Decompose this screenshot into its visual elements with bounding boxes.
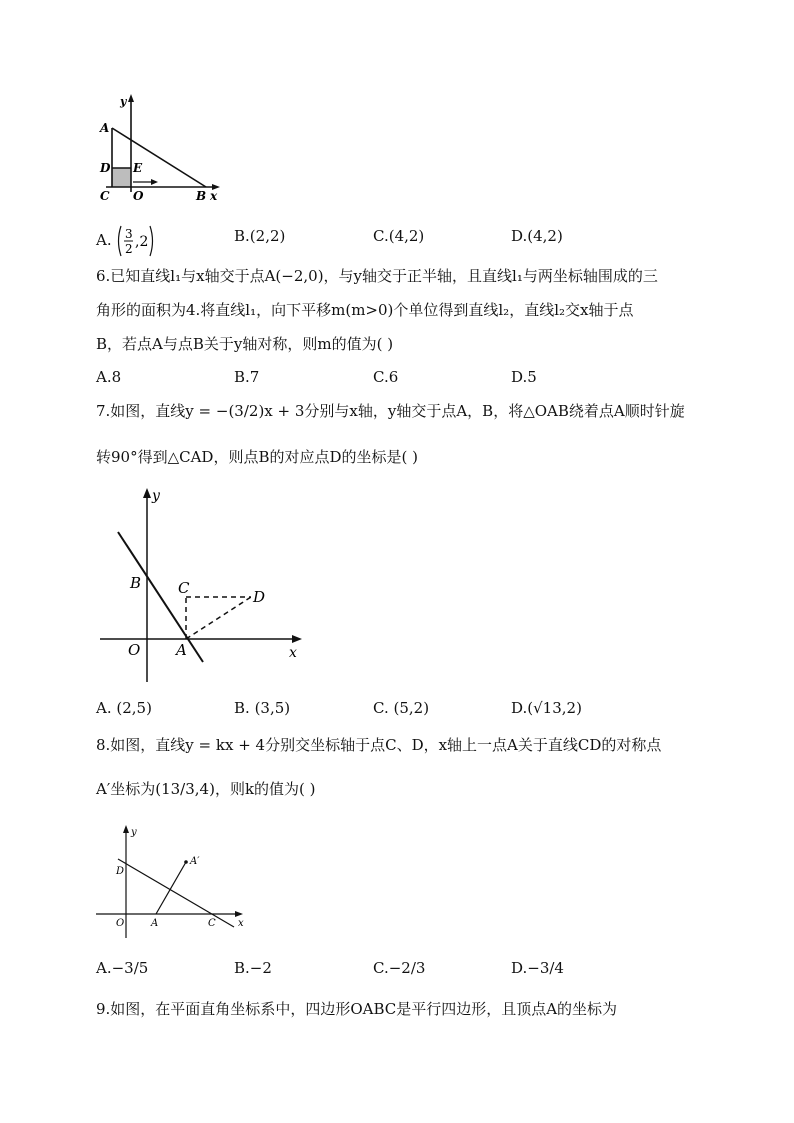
figure-q5 xyxy=(98,92,228,204)
q8-option-d[interactable]: D.−3/4 xyxy=(511,959,564,977)
label-y: y xyxy=(120,95,127,108)
q7-line2: 转90°得到△CAD，则点B的对应点D的坐标是( ) xyxy=(96,448,418,466)
label-A: A xyxy=(176,641,187,659)
label-x: x xyxy=(289,645,297,661)
label-A: A xyxy=(151,918,159,929)
q9-line1: 9.如图，在平面直角坐标系中，四边形OABC是平行四边形，且顶点A的坐标为 xyxy=(96,1000,618,1018)
q7-option-a[interactable]: A. (2,5) xyxy=(96,699,152,717)
label-y: y xyxy=(131,827,137,838)
q8-option-c[interactable]: C.−2/3 xyxy=(373,959,426,977)
label-O: O xyxy=(116,918,125,929)
label-y: y xyxy=(152,488,160,504)
q5-option-c[interactable]: C.(4,2) xyxy=(373,227,425,245)
label-E: E xyxy=(133,161,143,175)
q7-line1: 7.如图，直线y = −(3/2)x + 3分别与x轴，y轴交于点A，B，将△OAB绕着点A顺时针旋 xyxy=(96,402,685,420)
q6-option-a[interactable]: A.8 xyxy=(96,368,122,386)
q8-option-b[interactable]: B.−2 xyxy=(234,959,272,977)
q5-option-a[interactable]: A. 3 2 ,2 xyxy=(96,224,156,258)
svg-text:,2: ,2 xyxy=(135,234,149,250)
label-A: A xyxy=(100,121,110,135)
label-C: C xyxy=(208,918,216,929)
label-D: D xyxy=(116,866,125,877)
q7-option-b[interactable]: B. (3,5) xyxy=(234,699,291,717)
q8-line2: A′坐标为(13/3,4)，则k的值为( ) xyxy=(96,780,316,798)
q6-line2: 角形的面积为4.将直线l₁，向下平移m(m>0)个单位得到直线l₂，直线l₂交x轴于点 xyxy=(96,301,634,319)
q7-option-d[interactable]: D.(√13,2) xyxy=(511,699,582,717)
label-x: x xyxy=(238,918,244,929)
svg-text:2: 2 xyxy=(125,242,134,256)
shaded-rectangle xyxy=(112,168,131,187)
label-C: C xyxy=(178,579,190,597)
label-A-prime: A′ xyxy=(190,856,200,867)
q8-option-a[interactable]: A.−3/5 xyxy=(96,959,149,977)
q6-line3: B，若点A与点B关于y轴对称，则m的值为( ) xyxy=(96,335,394,353)
figure-q8 xyxy=(94,822,250,942)
q6-option-d[interactable]: D.5 xyxy=(511,368,537,386)
q5-option-d[interactable]: D.(4,2) xyxy=(511,227,563,245)
q5-option-b[interactable]: B.(2,2) xyxy=(234,227,286,245)
label-D: D xyxy=(253,588,266,606)
q8-line1: 8.如图，直线y = kx + 4分别交坐标轴于点C、D，x轴上一点A关于直线CD的对称点 xyxy=(96,736,662,754)
q7-option-c[interactable]: C. (5,2) xyxy=(373,699,430,717)
label-B: B xyxy=(196,189,207,203)
label-C: C xyxy=(100,189,110,203)
label-x: x xyxy=(210,189,218,203)
figure-q7 xyxy=(96,484,312,686)
q6-line1: 6.已知直线l₁与x轴交于点A(−2,0)，与y轴交于正半轴，且直线l₁与两坐标轴围成的三 xyxy=(96,267,658,285)
label-O: O xyxy=(133,189,144,203)
segment-AA1 xyxy=(156,862,186,914)
q6-option-c[interactable]: C.6 xyxy=(373,368,399,386)
line-CD xyxy=(118,859,234,927)
label-O: O xyxy=(128,641,141,659)
label-B: B xyxy=(130,574,142,592)
label-D: D xyxy=(100,161,111,175)
fraction-3-2-comma-2 xyxy=(116,224,156,258)
svg-text:3: 3 xyxy=(125,227,134,241)
q6-option-b[interactable]: B.7 xyxy=(234,368,260,386)
